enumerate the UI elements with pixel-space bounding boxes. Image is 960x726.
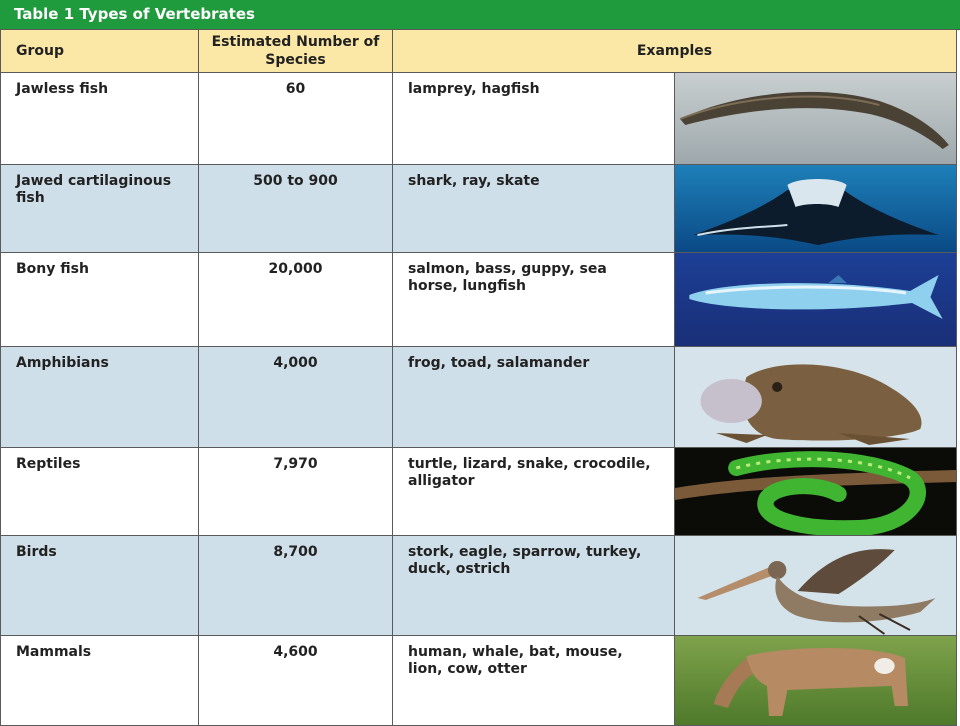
table-title-bar xyxy=(0,0,960,30)
examples-cell: shark, ray, skate xyxy=(393,165,675,253)
group-cell: Jawed cartilaginous fish xyxy=(1,165,199,253)
group-cell: Jawless fish xyxy=(1,73,199,165)
table-header-row xyxy=(1,30,957,73)
examples-cell: lamprey, hagfish xyxy=(393,73,675,165)
number-cell: 4,600 xyxy=(199,636,393,726)
header-examples: Examples xyxy=(393,30,957,73)
green-snake-photo-icon xyxy=(675,448,957,536)
lamprey-photo-icon xyxy=(675,73,957,165)
number-cell: 60 xyxy=(199,73,393,165)
examples-cell: frog, toad, salamander xyxy=(393,347,675,448)
toad-photo-icon xyxy=(675,347,957,448)
table-title: Table 1 Types of Vertebrates xyxy=(14,5,255,23)
group-cell: Reptiles xyxy=(1,448,199,536)
examples-cell: stork, eagle, sparrow, turkey, duck, ostrich xyxy=(393,536,675,636)
number-cell: 4,000 xyxy=(199,347,393,448)
number-cell: 8,700 xyxy=(199,536,393,636)
number-cell: 20,000 xyxy=(199,253,393,347)
examples-cell: turtle, lizard, snake, crocodile, alligator xyxy=(393,448,675,536)
manta-ray-photo-icon xyxy=(675,165,957,253)
tuna-photo-icon xyxy=(675,253,957,347)
examples-cell: human, whale, bat, mouse, lion, cow, otter xyxy=(393,636,675,726)
group-cell: Birds xyxy=(1,536,199,636)
group-cell: Mammals xyxy=(1,636,199,726)
header-group: Group xyxy=(1,30,199,73)
table-row xyxy=(1,448,957,536)
pelican-photo-icon xyxy=(675,536,957,636)
cow-photo-icon xyxy=(675,636,957,726)
group-cell: Amphibians xyxy=(1,347,199,448)
table-row xyxy=(1,636,957,726)
vertebrates-table xyxy=(0,29,957,726)
examples-cell: salmon, bass, guppy, sea horse, lungfish xyxy=(393,253,675,347)
group-cell: Bony fish xyxy=(1,253,199,347)
table-row xyxy=(1,253,957,347)
number-cell: 500 to 900 xyxy=(199,165,393,253)
table-row xyxy=(1,165,957,253)
number-cell: 7,970 xyxy=(199,448,393,536)
table-row xyxy=(1,536,957,636)
table-row xyxy=(1,73,957,165)
header-number: Estimated Number of Species xyxy=(199,30,393,73)
table-row xyxy=(1,347,957,448)
